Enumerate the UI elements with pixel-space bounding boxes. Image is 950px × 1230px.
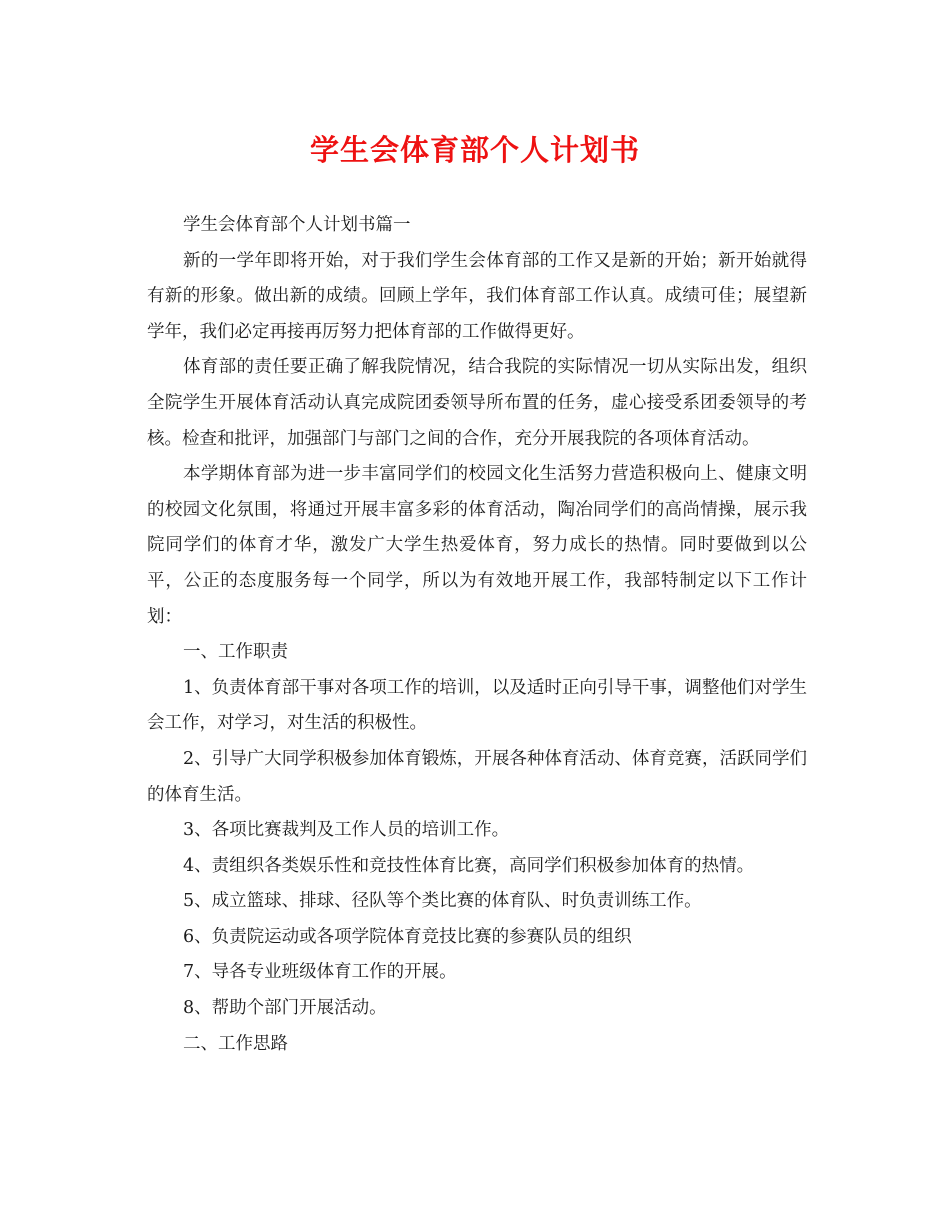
list-item-duty-4: 4、责组织各类娱乐性和竞技性体育比赛，高同学们积极参加体育的热情。 (183, 855, 755, 876)
paragraph-intro: 新的一学年即将开始，对于我们学生会体育部的工作又是新的开始；新开始就得有新的形象。做出新的成绩。回顾上学年，我们体育部工作认真。成绩可佳；展望新学年，我们必定再接再厉努力把体育部的工作做得更好。 (147, 250, 807, 342)
section-heading-part-one: 学生会体育部个人计划书篇一 (183, 215, 411, 235)
list-item-duty-3: 3、各项比赛裁判及工作人员的培训工作。 (183, 820, 510, 841)
paragraph-responsibility: 体育部的责任要正确了解我院情况，结合我院的实际情况一切从实际出发，组织全院学生开展体育活动认真完成院团委领导所布置的任务，虚心接受系团委领导的考核。检查和批评，加强部门与部门之间的合作，充分开展我院的各项体育活动。 (147, 357, 807, 449)
list-item-duty-7: 7、导各专业班级体育工作的开展。 (183, 962, 457, 983)
paragraph-semester-goals: 本学期体育部为进一步丰富同学们的校园文化生活努力营造积极向上、健康文明的校园文化氛围，将通过开展丰富多彩的体育活动，陶冶同学们的高尚情操，展示我院同学们的体育才华，激发广大学生热爱体育，努力成长的热情。同时要做到以公平，公正的态度服务每一个同学，所以为有效地开展工作，我部特制定以下工作计划： (147, 464, 807, 627)
document-title: 学生会体育部个人计划书 (309, 133, 640, 167)
list-item-duty-6: 6、负责院运动或各项学院体育竞技比赛的参赛队员的组织 (183, 926, 632, 947)
document-body (147, 208, 807, 1062)
list-item-duty-5: 5、成立篮球、排球、径队等个类比赛的体育队、时负责训练工作。 (183, 891, 702, 912)
list-item-duty-2: 2、引导广大同学积极参加体育锻炼，开展各种体育活动、体育竞赛，活跃同学们的体育生活。 (147, 748, 807, 805)
list-item-duty-8: 8、帮助个部门开展活动。 (183, 998, 387, 1019)
list-item-duty-1: 1、负责体育部干事对各项工作的培训，以及适时正向引导干事，调整他们对学生会工作，对学习，对生活的积极性。 (147, 677, 807, 734)
section-heading-duties: 一、工作职责 (183, 642, 288, 663)
section-heading-approach: 二、工作思路 (183, 1033, 288, 1054)
